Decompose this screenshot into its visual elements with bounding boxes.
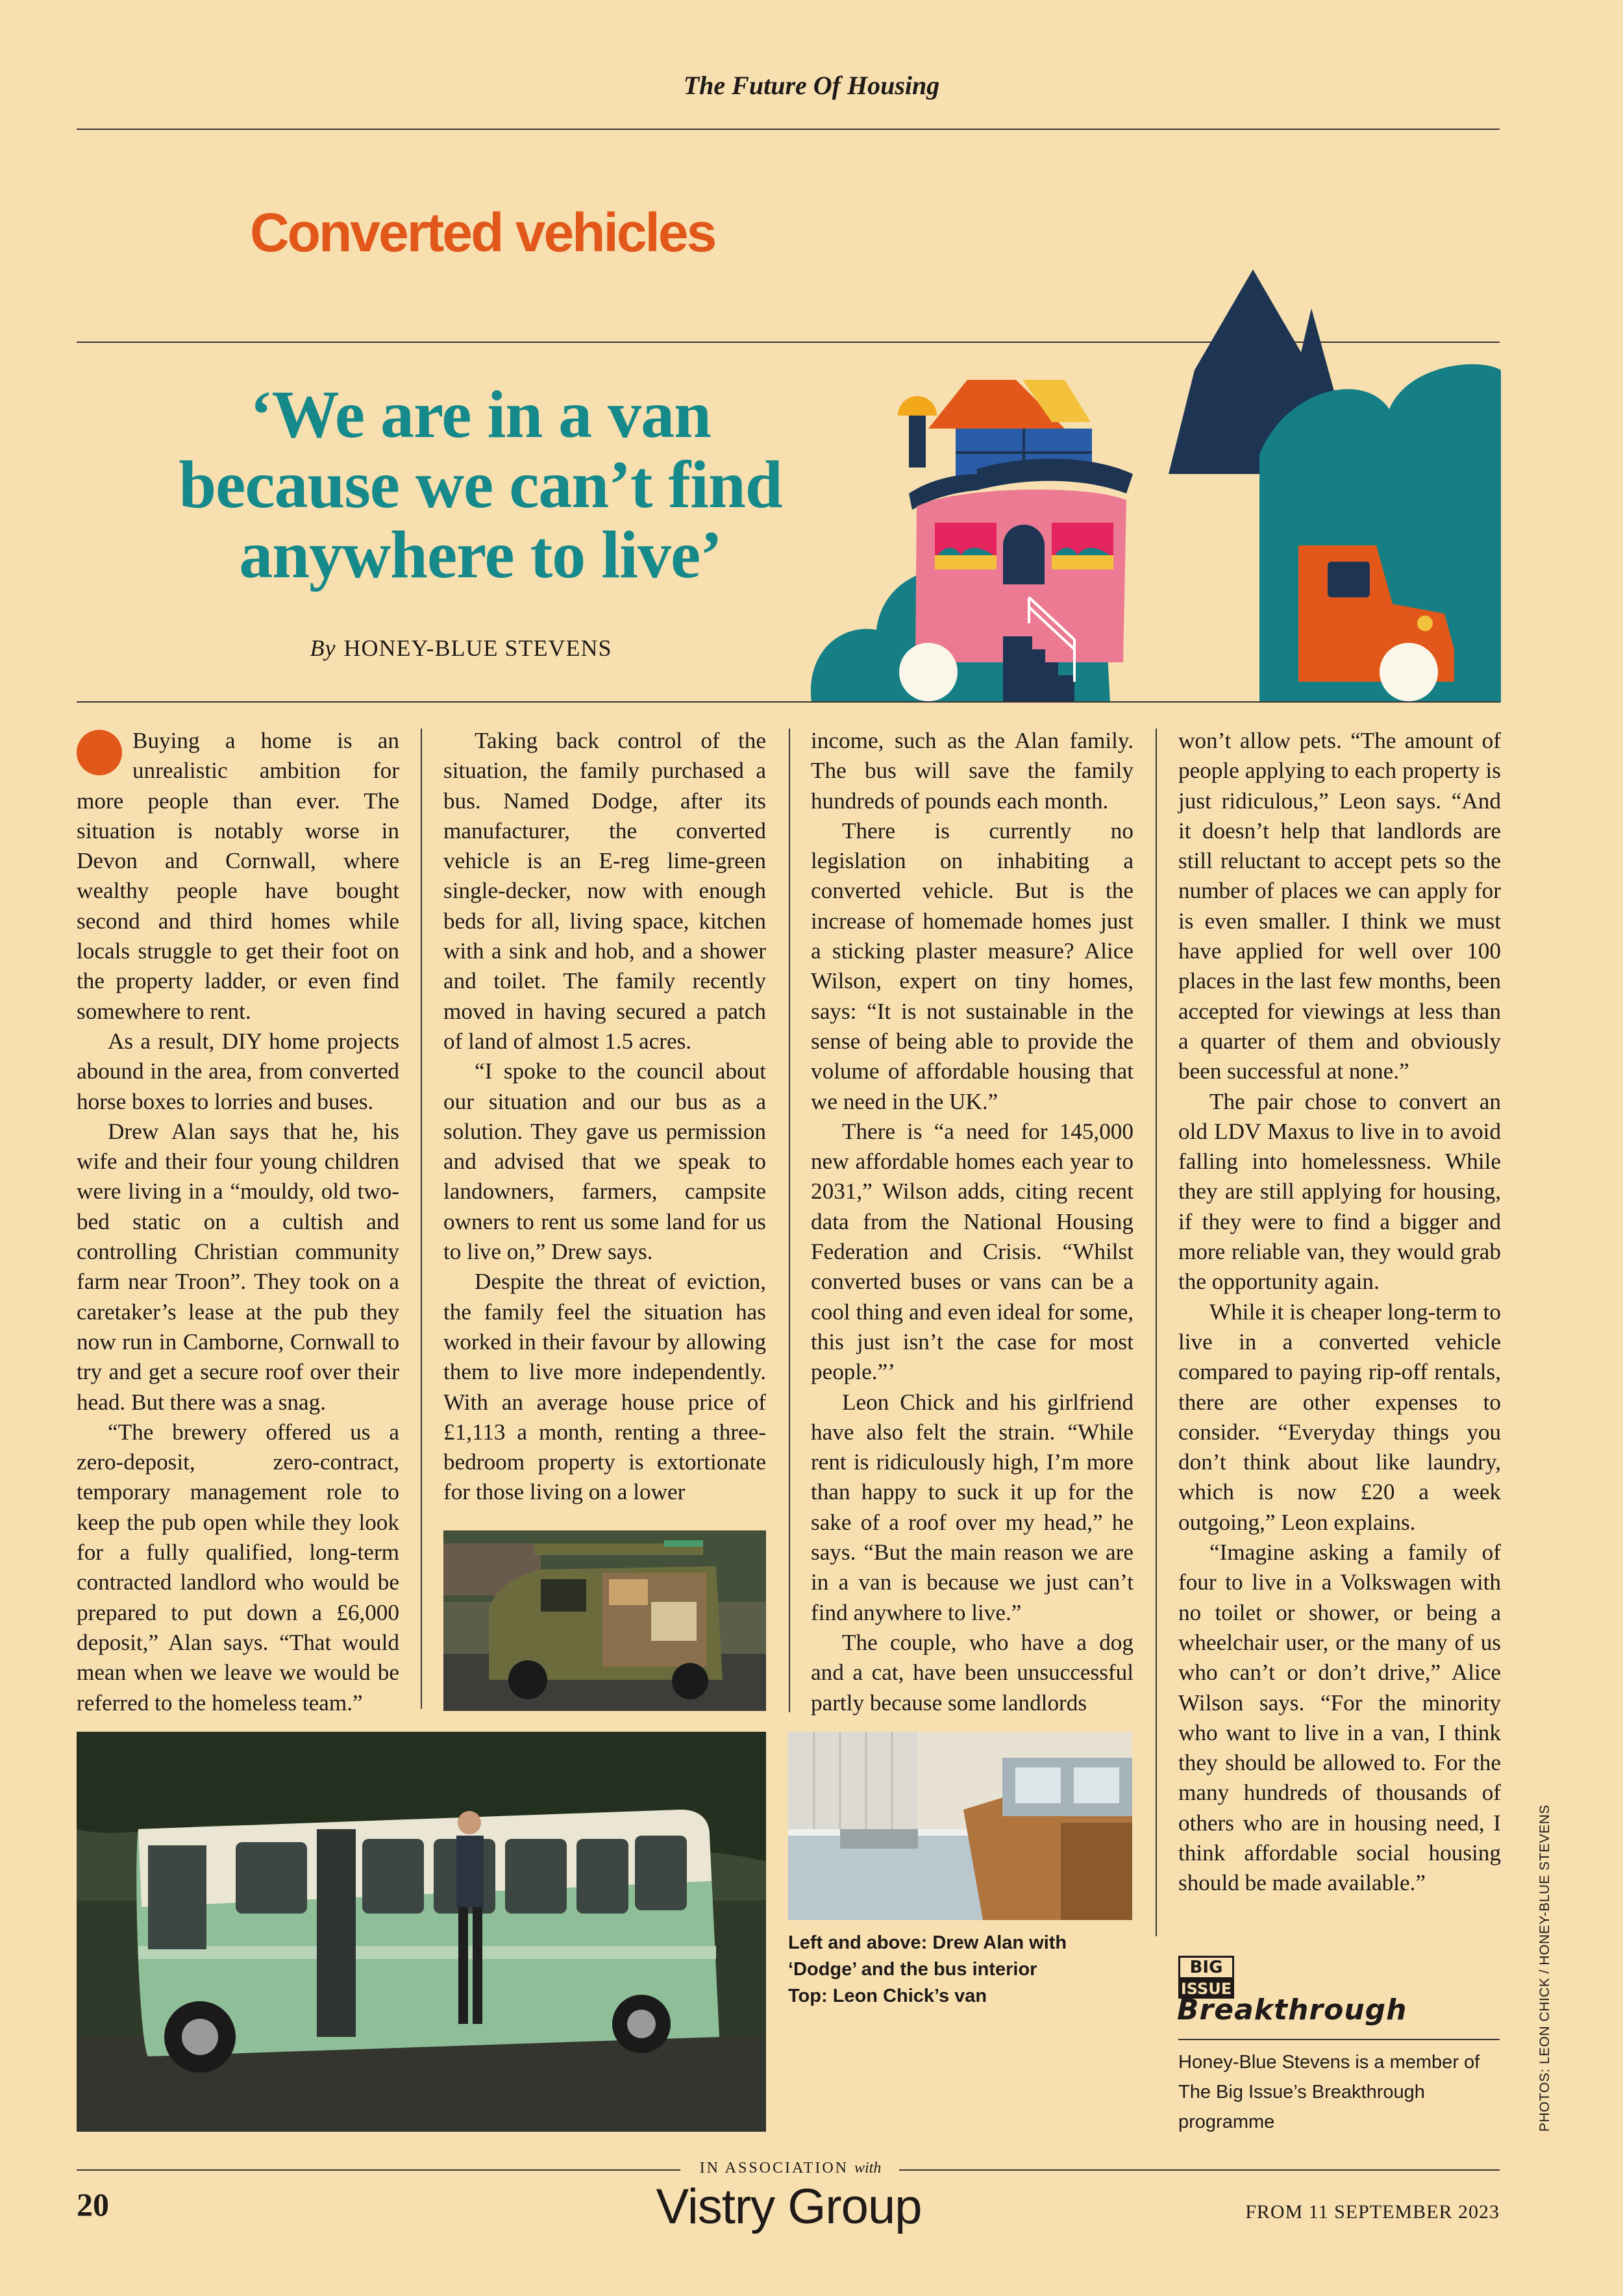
- caption-line: Top: Leon Chick’s van: [788, 1986, 987, 2006]
- assoc-text: IN ASSOCIATION: [699, 2160, 849, 2177]
- house-van-illustration: [805, 260, 1501, 703]
- big-issue-logo: [1178, 1956, 1234, 1999]
- paragraph: The couple, who have a dog and a cat, have been unsuccessful partly because some landlords: [811, 1629, 1134, 1716]
- paragraph: Taking back control of the situation, the family purchased a bus. Named Dodge, after its manufacturer, the converted vehicle is an E-reg lime-green single-decker, now with enough beds for all, living space, kitchen with a sink and hob, and a shower and toilet. The family recently moved in having secured a patch of land of almost 1.5 acres.: [443, 728, 766, 1054]
- drop-dot-icon: [77, 730, 122, 775]
- caption-line: Left and above: Drew Alan with: [788, 1932, 1067, 1953]
- van-photo: [443, 1530, 766, 1711]
- paragraph: The pair chose to convert an old LDV Maxus to live in to avoid falling into homelessness. While they are still applying for housing, if they were to find a bigger and more reliable van, they would grab the opportunity again.: [1178, 1088, 1501, 1295]
- wheel-right: [1380, 643, 1438, 701]
- header-rule: [77, 129, 1500, 130]
- paragraph: Leon Chick and his girlfriend have also felt the strain. “While rent is ridiculously high, I’m more than happy to suck it up for the sake of a roof over my head,” he says. “But the main reason we are in a van is because we just can’t find anywhere to live.”: [811, 1389, 1134, 1625]
- article-column-3: [811, 726, 1134, 1718]
- headline-line-3: anywhere to live’: [239, 518, 722, 592]
- paragraph: “The brewery offered us a zero-deposit, zero-contract, temporary management role to keep the pub open while they look for a fully qualified, long-term contracted landlord who would be prepared to put down a £6,000 deposit,” Alan says. “That would mean when we leave we would be referred to the homeless team.”: [77, 1419, 399, 1716]
- paragraph: There is “a need for 145,000 new affordable homes each year to 2031,” Wilson adds, citing recent data from the National Housing Federation and Crisis. “Whilst converted buses or vans can be a cool thing and even ideal for some, this just isn’t the case for most people.”’: [811, 1118, 1134, 1385]
- headline-line-1: ‘We are in a van: [249, 377, 712, 452]
- paragraph: There is currently no legislation on inhabiting a converted vehicle. But is the increase of homemade homes just a sticking plaster measure? Alice Wilson, expert on tiny homes, says: “It is not sustainable in the sense of being able to provide the volume of affordable housing that we need in the UK.”: [811, 817, 1134, 1114]
- paragraph: Buying a home is an unrealistic ambition for more people than ever. The situation is notably worse in Devon and Cornwall, where wealthy people have bought second and third homes while locals struggle to get their foot on the property ladder, or even find somewhere to rent.: [77, 728, 399, 1024]
- door: [1003, 525, 1045, 584]
- column-rule-1: [421, 729, 422, 1709]
- footer-rule-right: [899, 2169, 1500, 2171]
- paragraph: “I spoke to the council about our situation and our bus as a solution. They gave us permission and advised that we speak to landowners, farmers, campsite owners to rent us some land for us to live on,” Drew says.: [443, 1058, 766, 1265]
- bio-rule: [1178, 2039, 1500, 2040]
- footer-rule-left: [77, 2169, 680, 2171]
- assoc-with: with: [854, 2160, 882, 2177]
- byline-author: HONEY-BLUE STEVENS: [343, 635, 612, 661]
- headline-bottom-rule: [77, 701, 1500, 703]
- category-heading: Converted vehicles: [250, 202, 715, 263]
- association-label: [688, 2160, 893, 2177]
- caption-line: ‘Dodge’ and the bus interior: [788, 1959, 1037, 1980]
- article-column-2: [443, 726, 766, 1508]
- article-column-1: [77, 726, 399, 1718]
- sponsor-logo: Vistry Group: [656, 2179, 922, 2234]
- section-title: The Future Of Housing: [683, 71, 940, 100]
- page-number: 20: [77, 2186, 109, 2223]
- column-rule-2: [789, 729, 790, 1712]
- paragraph: Despite the threat of eviction, the family feel the situation has worked in their favour by allowing them to live more independently. With an average house price of £1,113 a month, renting a three-bedroom property is extortionate for those living on a lower: [443, 1269, 766, 1505]
- wheel-left: [899, 643, 958, 701]
- issue-date: FROM 11 SEPTEMBER 2023: [1245, 2201, 1500, 2223]
- bus-interior-photo: [788, 1732, 1132, 1920]
- column-rule-3: [1156, 729, 1157, 1936]
- photo-caption: [788, 1930, 1139, 2010]
- breakthrough-logo-word: Breakthrough: [1177, 1993, 1407, 2027]
- author-bio: Honey-Blue Stevens is a member of The Big Issue’s Breakthrough programme: [1178, 2052, 1480, 2132]
- byline-by: By: [310, 635, 336, 661]
- headline: [143, 377, 818, 592]
- bus-photo: [77, 1732, 766, 2132]
- photo-credit: PHOTOS: LEON CHICK / HONEY-BLUE STEVENS: [1537, 1804, 1552, 2132]
- paragraph: “Imagine asking a family of four to live in a Volkswagen with no toilet or shower, or being a wheelchair user, or the many of us who can’t or don’t drive,” Alice Wilson says. “For the minority who want to live in a van, I think they should be allowed to. For the many hundreds of thousands of others who are in housing need, I think affordable social housing should be made available.”: [1178, 1540, 1501, 1896]
- paragraph: won’t allow pets. “The amount of people applying to each property is just ridiculous,” Leon says. “And it doesn’t help that landlords are still reluctant to accept pets so the number of places we can apply for is even smaller. I think we must have applied for well over 100 places in the last few months, been accepted for viewings at less than a quarter of them and obviously been successful at none.”: [1178, 728, 1501, 1084]
- chimney-cap: [898, 396, 937, 416]
- logo-issue: ISSUE: [1178, 1979, 1234, 1999]
- byline: [195, 634, 727, 662]
- chimney: [909, 416, 926, 468]
- headline-line-2: because we can’t find: [179, 447, 782, 522]
- paragraph: As a result, DIY home projects abound in the area, from converted horse boxes to lorries and buses.: [77, 1028, 399, 1114]
- paragraph: income, such as the Alan family. The bus will save the family hundreds of pounds each month.: [811, 728, 1134, 814]
- paragraph: While it is cheaper long-term to live in a converted vehicle compared to paying rip-off rentals, there are other expenses to consider. “Everyday things you don’t think about like laundry, which is now £20 a week outgoing,” Leon explains.: [1178, 1299, 1501, 1535]
- main-roof: [977, 458, 1133, 493]
- van-window: [1328, 562, 1370, 597]
- paragraph: Drew Alan says that he, his wife and their four young children were living in a “mouldy, old two-bed static on a cultish and controlling Christian community farm near Troon”. They took on a caretaker’s lease at the pub they now run in Camborne, Cornwall to try and get a secure roof over their head. But there was a snag.: [77, 1118, 399, 1415]
- van-headlight: [1417, 616, 1433, 631]
- article-column-4: [1178, 726, 1501, 1899]
- logo-big: BIG: [1178, 1956, 1234, 1979]
